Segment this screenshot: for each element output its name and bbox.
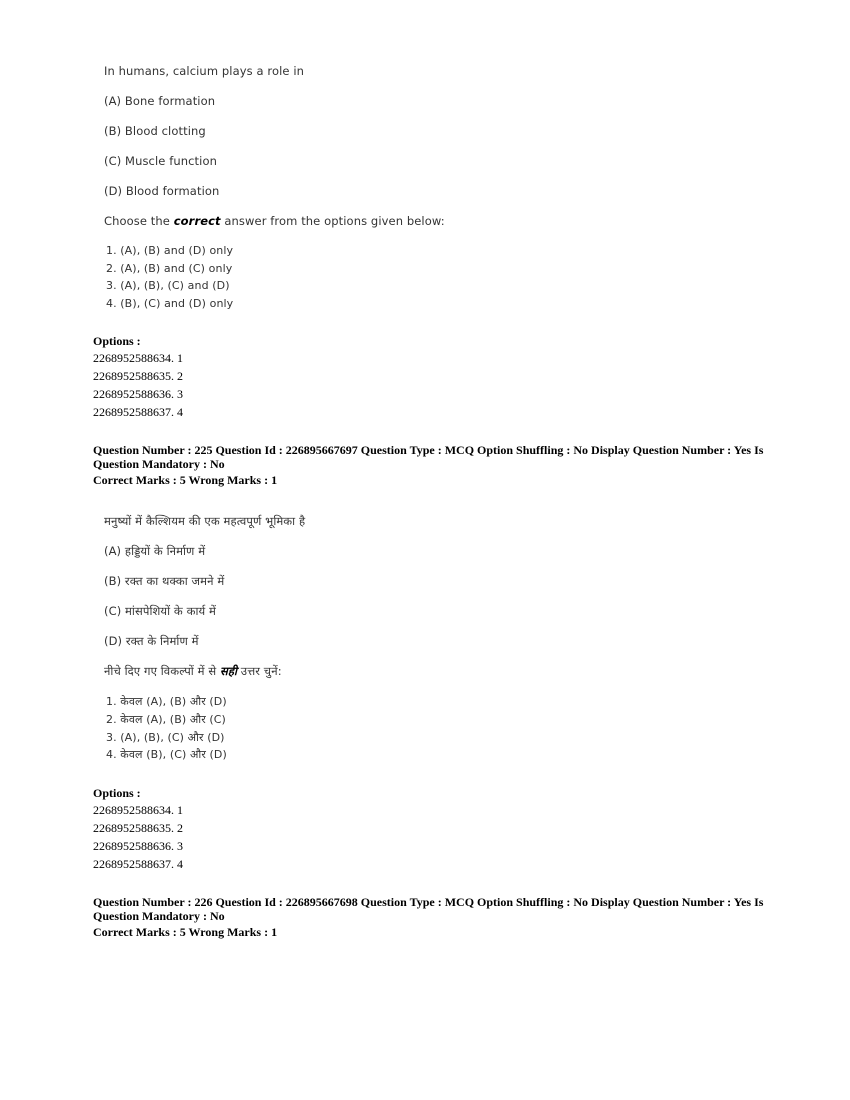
choice-2: 2. (A), (B) and (C) only: [106, 262, 233, 275]
statement-c: (C) Muscle function: [104, 154, 217, 168]
meta-line: Question Number : 225 Question Id : 226895667697 Question Type : MCQ Option Shuffling : No Display Question Number : Yes Is: [93, 443, 764, 457]
option-row: 2268952588635. 2: [93, 369, 183, 383]
choice-1: 1. (A), (B) and (D) only: [106, 244, 234, 257]
option-row: 2268952588634. 1: [93, 351, 183, 365]
choice-2: 2. केवल (A), (B) और (C): [106, 713, 226, 726]
option-row: 2268952588635. 2: [93, 821, 183, 835]
statement-a: (A) हड्डियों के निर्माण में: [104, 544, 206, 558]
statement-b: (B) Blood clotting: [104, 124, 206, 138]
statement-d: (D) रक्त के निर्माण में: [104, 634, 199, 648]
statement-b: (B) रक्त का थक्का जमने में: [104, 574, 225, 588]
meta-line: Question Mandatory : No: [93, 909, 225, 923]
marks-line: Correct Marks : 5 Wrong Marks : 1: [93, 473, 278, 487]
choice-4: 4. (B), (C) and (D) only: [106, 297, 234, 310]
choice-4: 4. केवल (B), (C) और (D): [106, 748, 227, 761]
instruction-emphasis: correct: [173, 214, 221, 228]
choice-3: 3. (A), (B), (C) और (D): [106, 731, 225, 744]
instruction-text: नीचे दिए गए विकल्पों में से सही उत्तर चुनें:: [104, 664, 282, 678]
instruction-emphasis: सही: [219, 664, 238, 678]
instruction-text: Choose the correct answer from the options given below:: [104, 214, 445, 228]
question-text: In humans, calcium plays a role in: [104, 64, 305, 78]
option-row: 2268952588637. 4: [93, 857, 183, 871]
option-row: 2268952588637. 4: [93, 405, 183, 419]
marks-line: Correct Marks : 5 Wrong Marks : 1: [93, 925, 278, 939]
options-label: Options :: [93, 786, 141, 800]
option-row: 2268952588636. 3: [93, 387, 183, 401]
options-label: Options :: [93, 334, 141, 348]
meta-line: Question Mandatory : No: [93, 457, 225, 471]
statement-a: (A) Bone formation: [104, 94, 216, 108]
statement-c: (C) मांसपेशियों के कार्य में: [104, 604, 217, 618]
meta-line: Question Number : 226 Question Id : 226895667698 Question Type : MCQ Option Shuffling : No Display Question Number : Yes Is: [93, 895, 764, 909]
statement-d: (D) Blood formation: [104, 184, 220, 198]
question-text: मनुष्यों में कैल्शियम की एक महत्वपूर्ण भूमिका है: [104, 514, 306, 528]
choice-3: 3. (A), (B), (C) and (D): [106, 279, 230, 292]
choice-1: 1. केवल (A), (B) और (D): [106, 695, 227, 708]
option-row: 2268952588634. 1: [93, 803, 183, 817]
option-row: 2268952588636. 3: [93, 839, 183, 853]
